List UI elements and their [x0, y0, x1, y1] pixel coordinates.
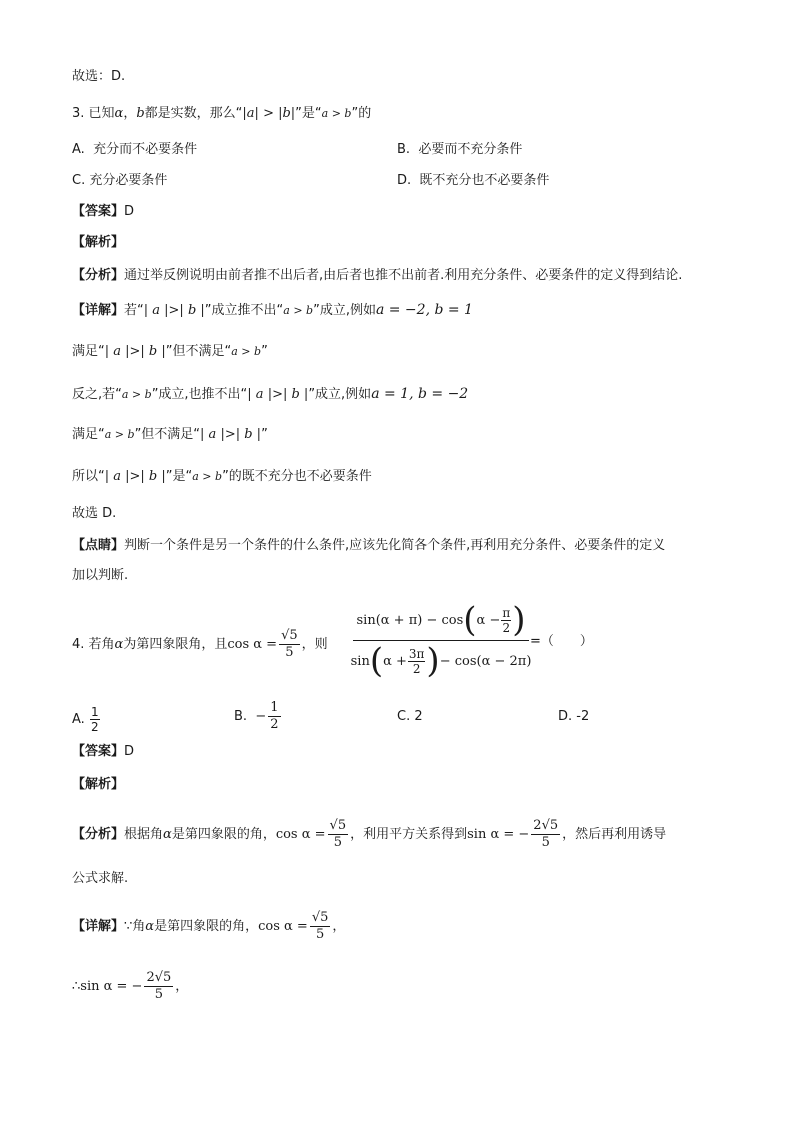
q4-option-d	[558, 708, 589, 726]
math: cos α =	[275, 827, 326, 842]
math: cos α =	[258, 919, 308, 934]
math: | a |>| b |	[247, 387, 309, 402]
math-alpha: α	[145, 919, 155, 934]
option-text: 充分而不必要条件	[93, 142, 198, 157]
frac-den: 5	[541, 835, 550, 850]
answer-value: D	[124, 204, 135, 219]
option-frac	[90, 705, 100, 734]
text: ，则	[301, 637, 328, 652]
text: ∵角	[124, 919, 146, 934]
text: 为第四象限角，且	[123, 637, 228, 652]
q4-answer	[72, 743, 134, 761]
q4-analysis-tag	[72, 776, 124, 794]
frac-den: 5	[333, 835, 342, 850]
analysis-tag: 【解析】	[72, 235, 125, 250]
frac-sqrt5-over-5	[310, 910, 331, 943]
left-paren: (	[463, 600, 477, 640]
q2-conclusion: 故选：D.	[72, 69, 126, 84]
frac-num: 1	[270, 700, 279, 715]
fenxi-text: 通过举反例说明由前者推不出后者,由后者也推不出前者.利用充分条件、必要条件的定义得到结论.	[124, 268, 683, 283]
option-text: 既不充分也不必要条件	[419, 173, 550, 188]
text: ”	[261, 344, 268, 359]
q4-fenxi	[72, 818, 666, 851]
text: ”成立,也推不出“	[151, 387, 248, 402]
math: a = −2, b = 1	[375, 302, 473, 318]
left-paren: (	[369, 641, 384, 681]
q3-option-d	[397, 172, 549, 190]
option-label: C.	[72, 173, 86, 188]
option-label: A.	[72, 712, 85, 727]
option-frac	[268, 700, 280, 733]
frac-pi-over-2	[501, 606, 511, 635]
option-label: B.	[397, 142, 411, 157]
frac-sqrt5-over-5	[328, 818, 349, 851]
math: | a |>| b |	[143, 303, 205, 318]
text: 若“	[124, 303, 144, 318]
frac-num: 2√5	[533, 818, 559, 833]
dianjing-tag: 【点睛】	[72, 538, 125, 553]
q4-option-c	[397, 708, 423, 726]
q3-stem-prefix: 3. 已知	[72, 106, 115, 121]
text: 满足“	[72, 427, 105, 442]
math: | a |>| b |	[104, 344, 166, 359]
math: − cos(α − 2π)	[439, 653, 532, 669]
frac-den: 5	[285, 645, 294, 660]
detail-tag: 【详解】	[72, 303, 125, 318]
text: ”	[261, 427, 268, 442]
option-label: B.	[234, 709, 248, 724]
math: a > b	[104, 428, 135, 441]
text: 根据角	[124, 827, 164, 842]
math: | a |>| b |	[104, 469, 166, 484]
option-label: C.	[397, 709, 411, 724]
math: a > b	[192, 470, 223, 483]
option-label: A.	[72, 142, 85, 157]
text: 反之,若“	[72, 387, 122, 402]
frac-2sqrt5-over-5	[144, 970, 173, 1003]
answer-value: D	[124, 744, 135, 759]
q4-detail-line2	[72, 970, 188, 1003]
q3-option-a	[72, 141, 197, 159]
detail-tag: 【详解】	[72, 919, 125, 934]
frac-3pi-over-2	[408, 647, 426, 676]
text: ”但不满足“	[165, 344, 232, 359]
q3-detail-line2	[72, 343, 268, 361]
q3-option-c	[72, 172, 167, 190]
text: ”成立,例如	[313, 303, 376, 318]
q3-analysis-tag	[72, 234, 124, 252]
option-label: D.	[397, 173, 412, 188]
math: a = 1, b = −2	[371, 386, 469, 402]
q3-var-a: α	[114, 106, 124, 121]
right-paren: )	[512, 600, 526, 640]
q3-stem-join: ”是“	[295, 106, 322, 121]
q4-equals-blank: =（ ）	[530, 634, 593, 649]
q3-stem-comma: ，	[123, 106, 137, 121]
text: 所以“	[72, 469, 105, 484]
q3-fenxi	[72, 267, 682, 285]
frac-den: 2	[412, 661, 421, 676]
q3-detail-line1	[72, 301, 473, 320]
text: ”成立推不出“	[204, 303, 284, 318]
q3-detail-line4	[72, 426, 268, 444]
right-paren: )	[426, 641, 440, 681]
q3-answer	[72, 203, 134, 221]
analysis-tag: 【解析】	[72, 777, 125, 792]
frac-num: π	[502, 605, 511, 620]
text: ，然后再利用诱导	[562, 827, 667, 842]
frac-num: 1	[90, 705, 99, 719]
math: sin α = −	[80, 979, 143, 994]
math: | a |>| b |	[200, 427, 262, 442]
text: 是第四象限的角，	[171, 827, 276, 842]
frac-num: 3π	[408, 646, 425, 661]
math: α −	[476, 612, 501, 628]
answer-tag: 【答案】	[72, 204, 125, 219]
q3-option-b	[397, 141, 522, 159]
dianjing-text: 判断一个条件是另一个条件的什么条件,应该先化简各个条件,再利用充分条件、必要条件的定义	[124, 538, 666, 553]
q3-cond-gt: a > b	[321, 107, 352, 120]
q4-fenxi-cont: 公式求解.	[72, 871, 129, 886]
q3-stem-end: ”的	[351, 106, 372, 121]
q3-detail-line5	[72, 468, 372, 486]
q3-var-b: b	[136, 106, 145, 121]
q4-detail-line1	[72, 910, 345, 943]
option-text: 必要而不充分条件	[418, 142, 523, 157]
frac-den: 5	[154, 987, 163, 1002]
math: a > b	[283, 304, 314, 317]
math-alpha: α	[163, 827, 172, 842]
text: ”成立,例如	[308, 387, 372, 402]
fenxi-tag: 【分析】	[72, 827, 125, 842]
math: cos α =	[227, 637, 278, 652]
math-alpha: α	[114, 637, 124, 652]
q3-dianjing	[72, 537, 665, 555]
q4-option-a	[72, 705, 101, 734]
text: ，利用平方关系得到	[350, 827, 468, 842]
q4-stem	[72, 628, 328, 661]
math: sin	[350, 653, 370, 669]
answer-tag: 【答案】	[72, 744, 125, 759]
fenxi-tag: 【分析】	[72, 268, 125, 283]
text: 4. 若角	[72, 637, 115, 652]
frac-num: √5	[329, 818, 347, 833]
text: ”但不满足“	[134, 427, 201, 442]
frac-den: 2	[502, 620, 511, 635]
therefore-symbol: ∴	[72, 979, 81, 994]
math: a > b	[231, 345, 262, 358]
q4-denominator	[350, 641, 532, 681]
math: sin α = −	[467, 827, 530, 842]
frac-2sqrt5-over-5	[531, 818, 560, 851]
text: ”是“	[165, 469, 193, 484]
frac-num: √5	[281, 628, 298, 643]
q4-numerator	[353, 600, 529, 640]
option-text: 2	[414, 709, 423, 724]
option-text: 充分必要条件	[89, 173, 168, 188]
frac-den: 2	[270, 717, 279, 732]
q4-option-b	[234, 700, 283, 733]
q3-cond-abs: |a| > |b|	[242, 106, 296, 121]
option-text: -2	[576, 709, 590, 724]
q3-detail-line6: 故选 D.	[72, 506, 117, 521]
q3-dianjing-cont: 加以判断.	[72, 568, 129, 583]
text: ，	[175, 979, 189, 994]
math: α +	[383, 653, 407, 669]
q3-stem	[72, 105, 371, 123]
q4-expression	[350, 600, 532, 681]
math: a > b	[121, 388, 152, 401]
q3-detail-line3	[72, 385, 468, 404]
frac-den: 2	[90, 720, 99, 734]
frac-num: 2√5	[146, 970, 172, 985]
text: 是第四象限的角，	[154, 919, 259, 934]
text: 满足“	[72, 344, 105, 359]
frac-sqrt5-over-5	[279, 628, 300, 661]
option-label: D.	[558, 709, 573, 724]
frac-den: 5	[315, 927, 325, 942]
text: ”的既不充分也不必要条件	[222, 469, 372, 484]
option-sign: −	[255, 709, 267, 724]
frac-num: √5	[311, 910, 329, 925]
text: ，	[332, 919, 346, 934]
math: sin(α + π) − cos	[356, 612, 464, 628]
q3-stem-rest: 都是实数，那么“	[144, 106, 243, 121]
